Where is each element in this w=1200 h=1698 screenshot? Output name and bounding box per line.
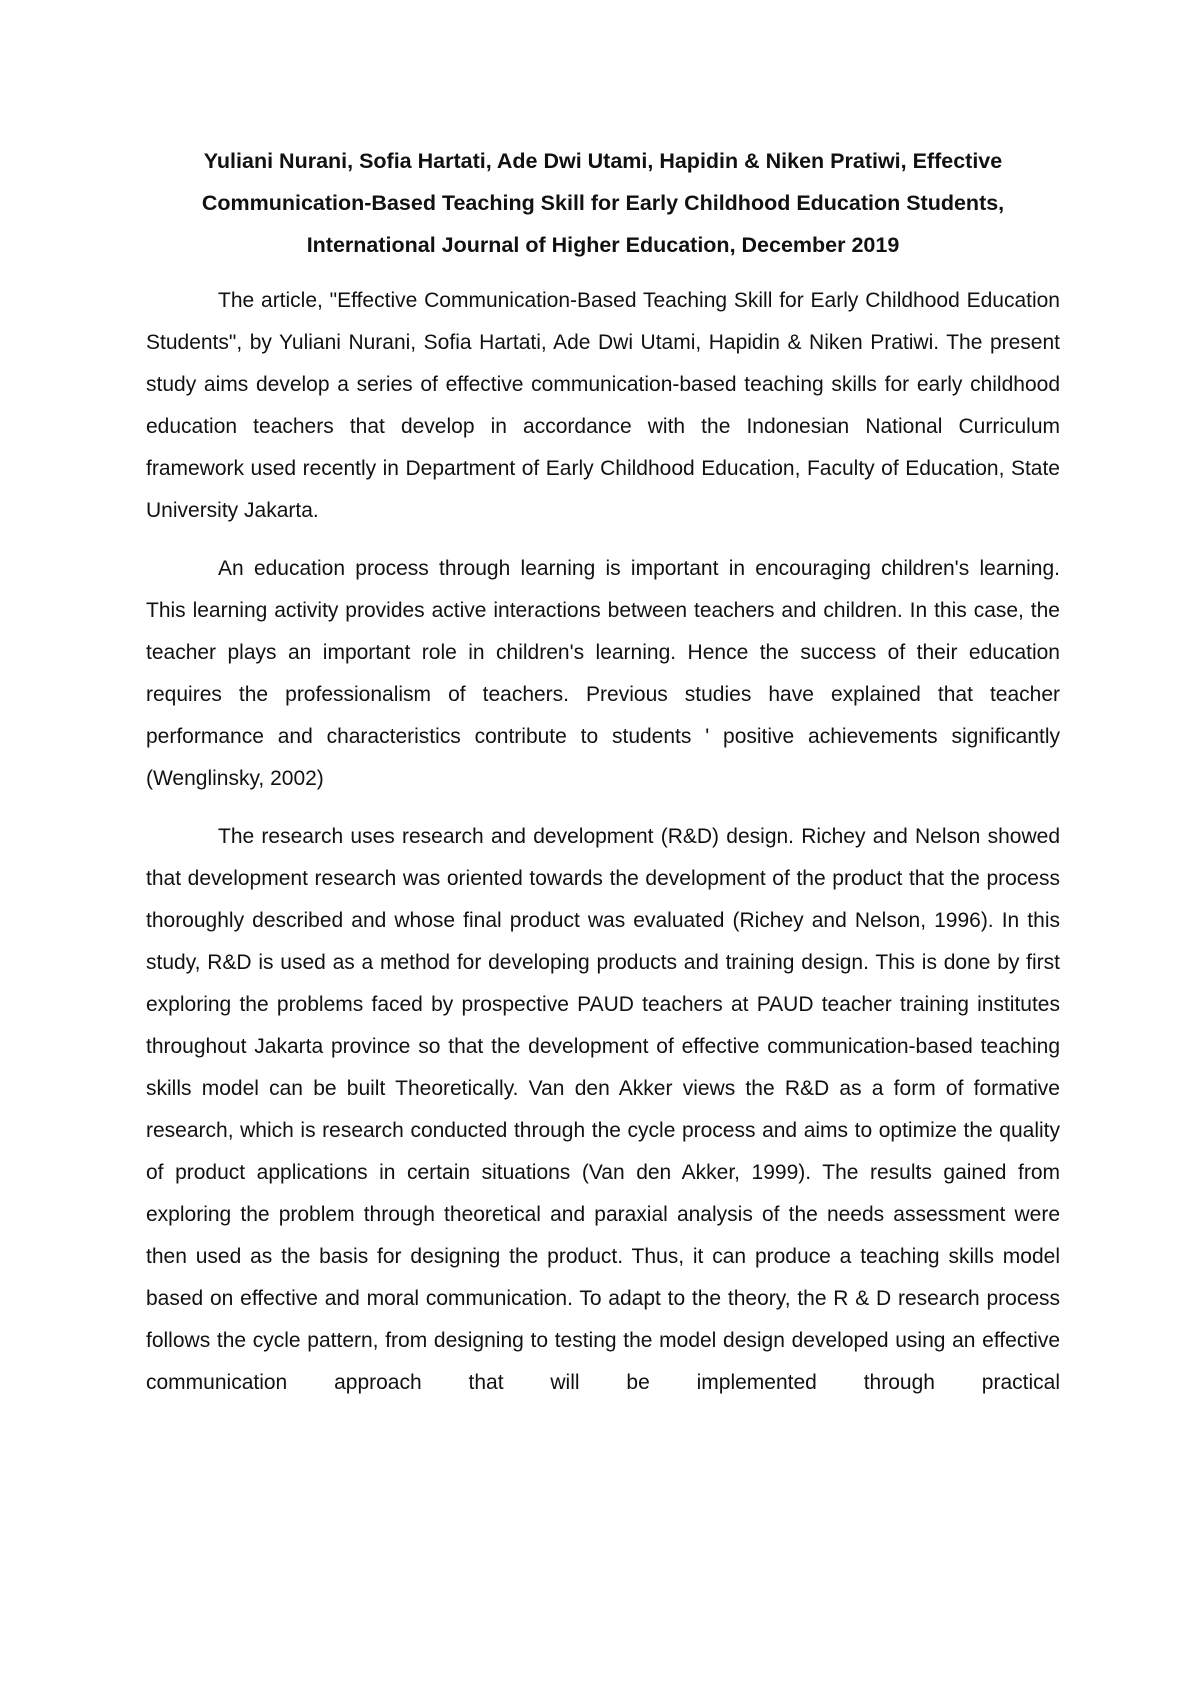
- paragraph-education-process: An education process through learning is important in encouraging children's learning. This learning activity provides active interactions between teachers and children. In this case, the teacher plays an important role in children's learning. Hence the success of their education requires the professionalism of teachers. Previous studies have explained that teacher performance and characteristics contribute to students ' positive achievements significantly (Wenglinsky, 2002): [146, 557, 1060, 790]
- paragraph-research-design: The research uses research and development (R&D) design. Richey and Nelson showed that development research was oriented towards the development of the product that the process thoroughly described and whose final product was evaluated (Richey and Nelson, 1996). In this study, R&D is used as a method for developing products and training design. This is done by first exploring the problems faced by prospective PAUD teachers at PAUD teacher training institutes throughout Jakarta province so that the development of effective communication-based teaching skills model can be built Theoretically. Van den Akker views the R&D as a form of formative research, which is research conducted through the cycle process and aims to optimize the quality of product applications in certain situations (Van den Akker, 1999). The results gained from exploring the problem through theoretical and paraxial analysis of the needs assessment were then used as the basis for designing the product. Thus, it can produce a teaching skills model based on effective and moral communication. To adapt to the theory, the R & D research process follows the cycle pattern, from designing to testing the model design developed using an effective communication approach that will be implemented through practical: [146, 825, 1060, 1394]
- citation-title: [146, 140, 1060, 266]
- citation-title-line-2: Communication-Based Teaching Skill for Early Childhood Education Students,: [201, 191, 1005, 215]
- paragraph-summary: The article, "Effective Communication-Based Teaching Skill for Early Childhood Education Students", by Yuliani Nurani, Sofia Hartati, Ade Dwi Utami, Hapidin & Niken Pratiwi. The present study aims develop a series of effective communication-based teaching skills for early childhood education teachers that develop in accordance with the Indonesian National Curriculum framework used recently in Department of Early Childhood Education, Faculty of Education, State University Jakarta.: [146, 289, 1060, 522]
- document-page: [146, 140, 1060, 1404]
- citation-title-line-1: Yuliani Nurani, Sofia Hartati, Ade Dwi Utami, Hapidin & Niken Pratiwi, Effective: [203, 149, 1003, 173]
- citation-title-line-3: International Journal of Higher Education, December 2019: [306, 233, 900, 257]
